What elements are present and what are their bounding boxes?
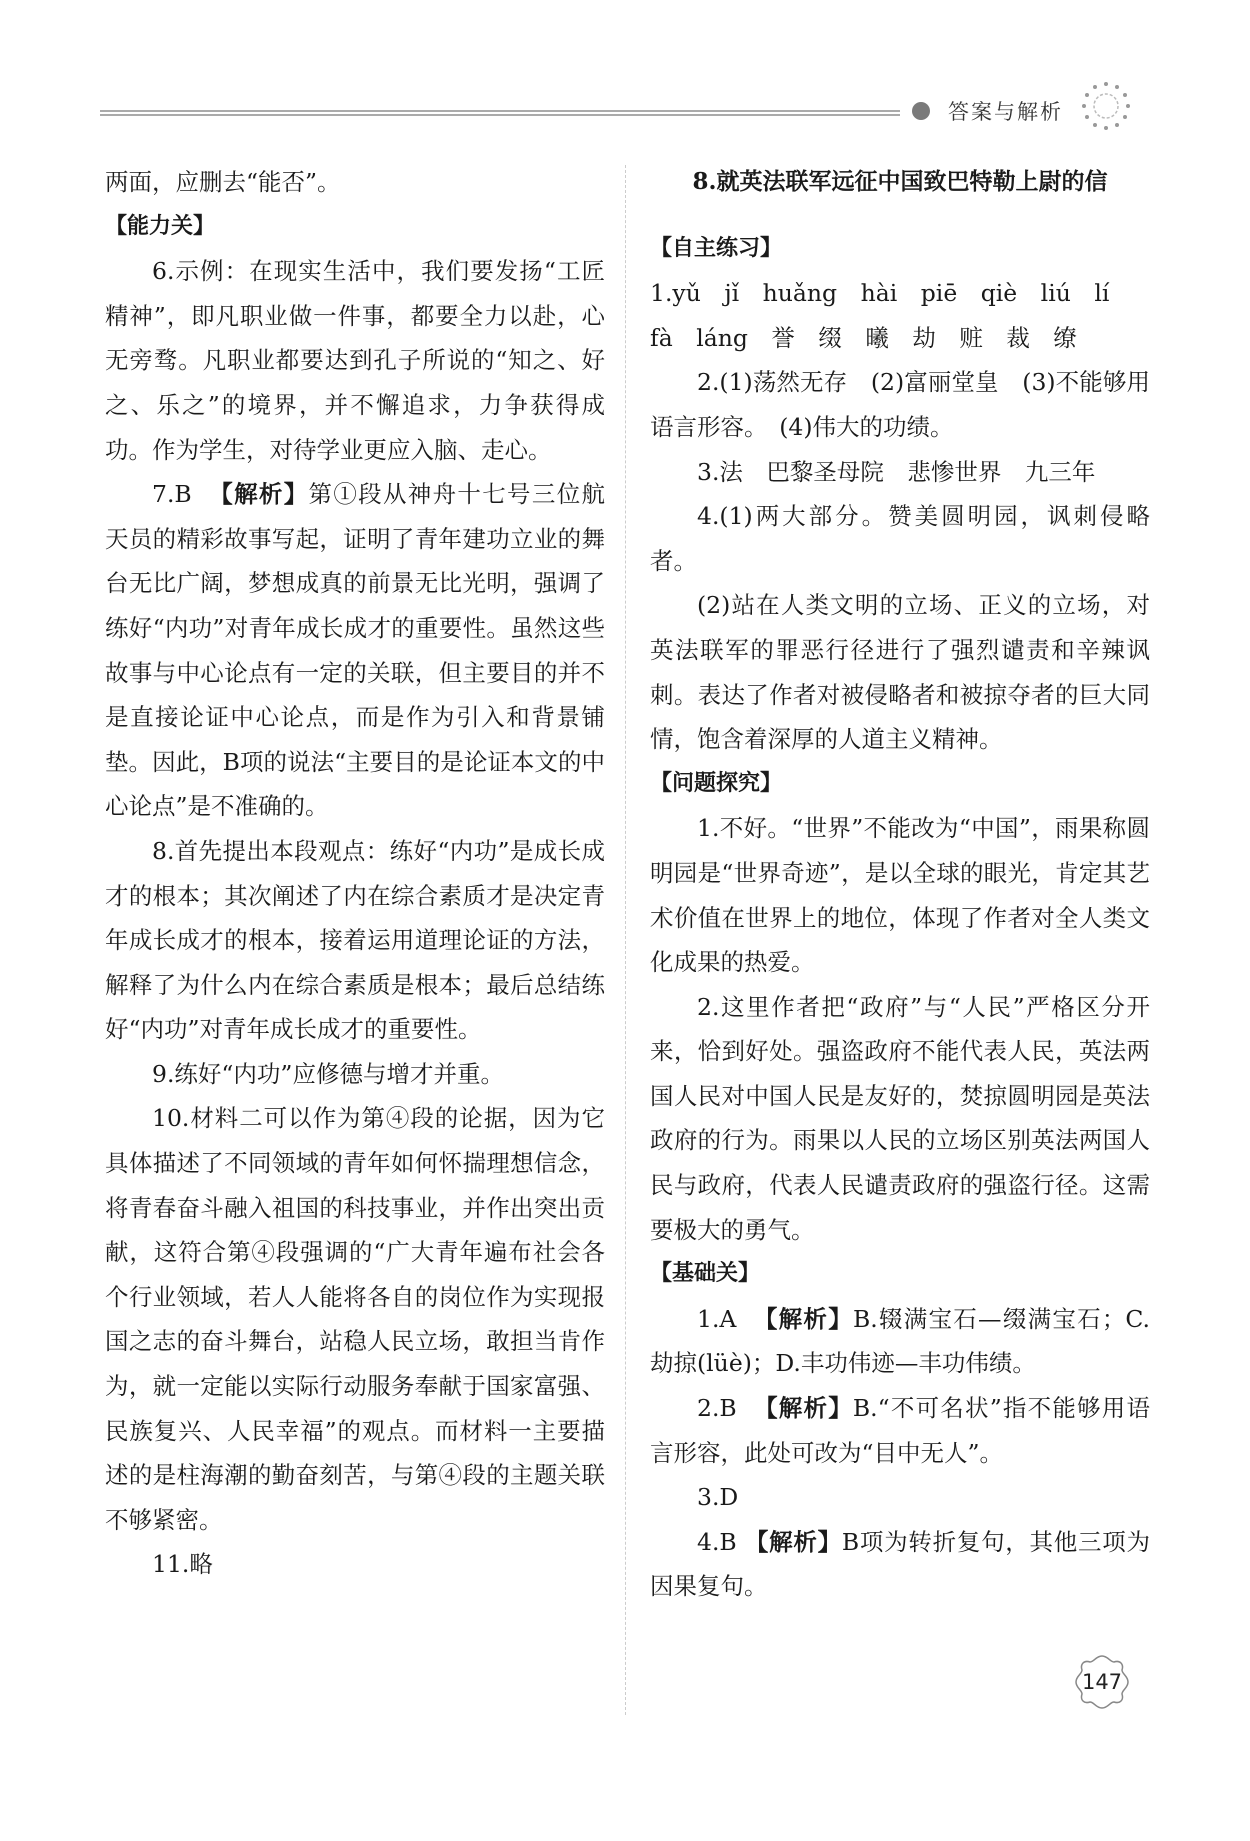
analysis-tag: 【解析】	[754, 1394, 853, 1423]
answer-10: 10.材料二可以作为第④段的论据，因为它具体描述了不同领域的青年如何怀揣理想信念，将青春奋斗融入祖国的科技事业，并作出突出贡献，这符合第④段强调的“广大青年遍布社会各个行业领域，若人人能将各自的岗位作为实现报国之志的奋斗舞台，站稳人民立场，敢担当肯作为，就一定能以实际行动服务奉献于国家富强、民族复兴、人民幸福”的观点。而材料一主要描述的是柱海潮的勤奋刻苦，与第④段的主题关联不够紧密。	[105, 1104, 605, 1534]
basic-4-analysis: B项为转折复句，其他三项为因果复句。	[650, 1527, 1150, 1601]
answer-4-part2: (2)站在人类文明的立场、正义的立场，对英法联军的罪恶行径进行了强烈谴责和辛辣讽刺。表达了作者对被侵略者和被掠夺者的巨大同情，饱含着深厚的人道主义精神。	[650, 591, 1150, 754]
answer-3: 3.法 巴黎圣母院 悲惨世界 九三年	[697, 457, 1096, 486]
section-heading-wenti: 【问题探究】	[650, 770, 783, 796]
header-bullet-icon	[912, 102, 930, 120]
answer-8: 8.首先提出本段观点：练好“内功”是成长成才的根本；其次阐述了内在综合素质才是决定青年成长成才的根本，接着运用道理论证的方法，解释了为什么内在综合素质是根本；最后总结练好“内功”对青年成长成才的重要性。	[105, 836, 605, 1044]
answer-7-choice: 7.B	[152, 480, 192, 509]
header-title: 答案与解析	[948, 100, 1063, 124]
basic-4	[650, 1520, 1150, 1609]
continued-answer: 两面，应删去“能否”。	[105, 168, 341, 196]
answer-1-chars: fà láng 誉 缀 曦 劫 赃 裁 缭	[650, 323, 1077, 352]
basic-1-analysis: B.辍满宝石—缀满宝石；C.劫掠(lüè)；D.丰功伟迹—丰功伟绩。	[650, 1304, 1150, 1378]
inquiry-2: 2.这里作者把“政府”与“人民”严格区分开来，恰到好处。强盗政府不能代表人民，英法两国人民对中国人民是友好的，焚掠圆明园是英法政府的行为。雨果以人民的立场区别英法两国人民与政府，代表人民谴责政府的强盗行径。这需要极大的勇气。	[650, 992, 1150, 1244]
answer-7	[105, 472, 605, 829]
column-divider	[625, 165, 626, 1715]
sun-ornament-icon	[1080, 80, 1132, 132]
inquiry-1: 1.不好。“世界”不能改为“中国”，雨果称圆明园是“世界奇迹”，是以全球的眼光，肯定其艺术价值在世界上的地位，体现了作者对全人类文化成果的热爱。	[650, 814, 1150, 977]
answer-11: 11.略	[152, 1550, 213, 1579]
header-rule	[100, 110, 900, 118]
page-number-badge	[1070, 1650, 1134, 1714]
basic-1-choice: 1.A	[697, 1304, 737, 1333]
chapter-title: 8.就英法联军远征中国致巴特勒上尉的信	[692, 168, 1108, 195]
basic-2-analysis: B.“不可名状”指不能够用语言形容，此处可改为“目中无人”。	[650, 1394, 1150, 1467]
answer-4-part1: 4.(1)两大部分。赞美圆明园，讽刺侵略者。	[650, 502, 1150, 575]
section-heading-jichu: 【基础关】	[650, 1261, 761, 1287]
basic-2-choice: 2.B	[697, 1394, 737, 1423]
basic-3: 3.D	[697, 1483, 739, 1512]
right-column	[650, 160, 1150, 1609]
section-heading-zizhu: 【自主练习】	[650, 235, 783, 261]
answer-2: 2.(1)荡然无存 (2)富丽堂皇 (3)不能够用语言形容。 (4)伟大的功绩。	[650, 368, 1150, 441]
answer-7-analysis: 第①段从神舟十七号三位航天员的精彩故事写起，证明了青年建功立业的舞台无比广阔，梦想成真的前景无比光明，强调了练好“内功”对青年成长成才的重要性。虽然这些故事与中心论点有一定的关联，但主要目的并不是直接论证中心论点，而是作为引入和背景铺垫。因此，B项的说法“主要目的是论证本文的中心论点”是不准确的。	[105, 480, 606, 821]
answer-6: 6.示例：在现实生活中，我们要发扬“工匠精神”，即凡职业做一件事，都要全力以赴，心无旁骛。凡职业都要达到孔子所说的“知之、好之、乐之”的境界，并不懈追求，力争获得成功。作为学生，对待学业更应入脑、走心。	[105, 257, 605, 464]
analysis-tag: 【解析】	[209, 480, 309, 509]
page-number: 147	[1081, 1670, 1123, 1694]
answer-1-pinyin: 1.yǔ jǐ huǎng hài piē qiè liú lí	[650, 279, 1110, 308]
basic-2	[650, 1386, 1150, 1475]
answer-9: 9.练好“内功”应修德与增才并重。	[152, 1059, 504, 1088]
basic-1	[650, 1297, 1150, 1386]
section-heading-nengli: 【能力关】	[105, 213, 216, 239]
left-column	[105, 160, 605, 1587]
analysis-tag: 【解析】	[753, 1304, 853, 1333]
analysis-tag: 【解析】	[744, 1527, 842, 1556]
basic-4-choice: 4.B	[697, 1527, 737, 1556]
